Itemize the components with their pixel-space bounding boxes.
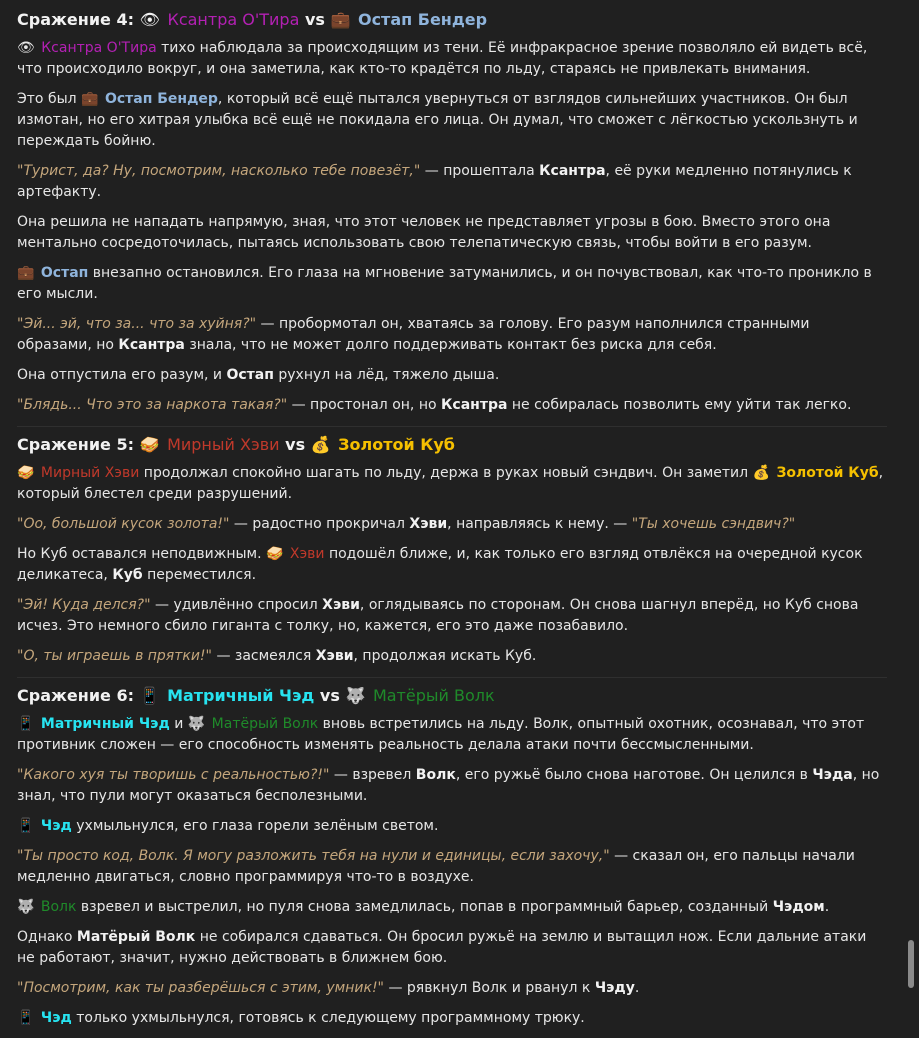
text-run: , который всё ещё пытался увернуться от взглядов сильнейших участников. Он был измотан, но его хитрая улыбка всё ещё не покидала его лица. Он думал, что сможет с лёгкостью ускользнуть и переждать бойню. — [17, 91, 858, 149]
dialogue-quote: "Турист, да? Ну, посмотрим, насколько тебе повезёт," — [17, 163, 421, 179]
wolf-icon: 🐺 — [17, 899, 35, 915]
story-paragraph — [17, 765, 887, 807]
text-run: не собирался сдаваться. Он бросил ружьё на землю и вытащил нож. Если дальние атаки не работают, значит, нужно действовать в ближнем бою. — [17, 929, 867, 966]
text-run: Она отпустила его разум, и — [17, 367, 227, 383]
text-run: Однако — [17, 929, 77, 945]
battle-heading — [17, 9, 887, 31]
story-paragraph — [17, 365, 887, 386]
text-run: только ухмыльнулся, готовясь к следующему программному трюку. — [71, 1010, 585, 1026]
character-name: Чэд — [40, 1010, 72, 1026]
battle-heading — [17, 685, 887, 707]
sandwich-icon: 🥪 — [17, 465, 35, 481]
text-run: vs — [314, 686, 346, 705]
character-name: Ксантра О'Тира — [167, 10, 300, 29]
text-run: не собиралась позволить ему уйти так легко. — [507, 397, 852, 413]
dialogue-quote: "Какого хуя ты творишь с реальностью?!" — [17, 767, 330, 783]
text-run: — пробормотал он, хватаясь за голову. Его разум наполнился странными образами, но — [17, 316, 810, 353]
character-mention: Волк — [415, 767, 456, 783]
text-run: , оглядываясь по сторонам. Он снова шагнул вперёд, но Куб снова исчез. Это немного сбило гиганта с толку, но, кажется, его это даже позабавило. — [17, 597, 859, 634]
character-mention: Ксантра — [539, 163, 606, 179]
story-paragraph — [17, 161, 887, 203]
dialogue-quote: "Ты просто код, Волк. Я могу разложить тебя на нули и единицы, если захочу," — [17, 848, 610, 864]
dialogue-quote: "Эй... эй, что за... что за хуйня?" — [17, 316, 257, 332]
money-bag-icon: 💰 — [310, 435, 331, 454]
character-name: Матричный Чэд — [40, 716, 170, 732]
text-run: переместился. — [142, 567, 257, 583]
character-mention: Матёрый Волк — [76, 929, 196, 945]
story-paragraph — [17, 1008, 887, 1029]
story-paragraph — [17, 544, 887, 586]
character-mention: Чэдом — [772, 899, 825, 915]
story-paragraph — [17, 212, 887, 254]
character-mention: Чэду — [594, 980, 635, 996]
character-name: Остап Бендер — [357, 10, 488, 29]
text-run: вновь встретились на льду. Волк, опытный охотник, осознавал, что этот противник сложен — его способность изменять реальность делала атаки почти бессмысленными. — [17, 716, 865, 753]
dialogue-quote: "Оо, большой кусок золота!" — [17, 516, 230, 532]
briefcase-icon: 💼 — [330, 10, 351, 29]
text-run: подошёл ближе, и, как только его взгляд отвлёкся на очередной кусок деликатеса, — [17, 546, 863, 583]
briefcase-icon: 💼 — [17, 265, 35, 281]
text-run: Сражение 5: — [17, 435, 140, 454]
character-mention: Хэви — [315, 648, 354, 664]
story-paragraph — [17, 927, 887, 969]
text-run: — рявкнул Волк и рванул к — [384, 980, 595, 996]
story-paragraph — [17, 646, 887, 667]
character-name: Золотой Куб — [776, 465, 879, 481]
character-name: Мирный Хэви — [167, 435, 280, 454]
text-run: — удивлённо спросил — [150, 597, 323, 613]
sandwich-icon: 🥪 — [139, 435, 160, 454]
text-run: рухнул на лёд, тяжело дыша. — [273, 367, 500, 383]
story-paragraph — [17, 897, 887, 918]
text-run: продолжал спокойно шагать по льду, держа в руках новый сэндвич. Он заметил — [139, 465, 753, 481]
text-run: , её руки медленно потянулись к артефакту. — [17, 163, 852, 200]
character-name: Золотой Куб — [338, 435, 455, 454]
text-run: внезапно остановился. Его глаза на мгновение затуманились, и он почувствовал, как что-то проникло в его мысли. — [17, 265, 872, 302]
text-run: — радостно прокричал — [229, 516, 410, 532]
eye-icon: 👁 — [139, 10, 160, 29]
text-run: vs — [299, 10, 331, 29]
phone-icon: 📱 — [17, 1010, 35, 1026]
dialogue-quote: "О, ты играешь в прятки!" — [17, 648, 212, 664]
section-divider — [17, 426, 887, 427]
character-name: Матёрый Волк — [372, 686, 495, 705]
section-divider — [17, 677, 887, 678]
character-mention: Остап — [226, 367, 274, 383]
character-name: Остап — [40, 265, 89, 281]
text-run: и — [169, 716, 188, 732]
character-name: Чэд — [40, 818, 72, 834]
character-mention: Куб — [112, 567, 143, 583]
sandwich-icon: 🥪 — [266, 546, 284, 562]
text-run: . — [634, 980, 640, 996]
text-run: знала, что не может долго поддерживать контакт без риска для себя. — [184, 337, 717, 353]
dialogue-quote: "Эй! Куда делся?" — [17, 597, 151, 613]
story-paragraph — [17, 978, 887, 999]
character-name: Матричный Чэд — [167, 686, 315, 705]
character-name: Матёрый Волк — [211, 716, 319, 732]
character-name: Хэви — [289, 546, 325, 562]
story-paragraph — [17, 89, 887, 152]
phone-icon: 📱 — [139, 686, 160, 705]
text-run: . — [824, 899, 830, 915]
character-mention: Ксантра — [118, 337, 185, 353]
battle-section — [17, 434, 887, 667]
story-paragraph — [17, 395, 887, 416]
dialogue-quote: "Посмотрим, как ты разберёшься с этим, умник!" — [17, 980, 385, 996]
wolf-icon: 🐺 — [187, 716, 206, 732]
text-run: Сражение 6: — [17, 686, 140, 705]
battle-section — [17, 9, 887, 416]
wolf-icon: 🐺 — [345, 686, 366, 705]
text-run: Это был — [17, 91, 82, 107]
story-paragraph — [17, 514, 887, 535]
text-run: , его ружьё было снова наготове. Он целился в — [455, 767, 813, 783]
text-run: — прошептала — [420, 163, 540, 179]
story-content — [17, 9, 887, 1038]
battle-heading — [17, 434, 887, 456]
text-run: ухмыльнулся, его глаза горели зелёным светом. — [71, 818, 439, 834]
story-paragraph — [17, 463, 887, 505]
story-paragraph — [17, 846, 887, 888]
text-run: , продолжая искать Куб. — [353, 648, 537, 664]
character-name: Ксантра О'Тира — [41, 40, 157, 56]
text-run: — засмеялся — [212, 648, 316, 664]
character-name: Остап Бендер — [104, 91, 218, 107]
money-bag-icon: 💰 — [752, 465, 770, 481]
story-paragraph — [17, 314, 887, 356]
text-run: Но Куб оставался неподвижным. — [17, 546, 266, 562]
story-paragraph — [17, 714, 887, 756]
dialogue-quote: "Ты хочешь сэндвич?" — [631, 516, 796, 532]
battle-section — [17, 685, 887, 1029]
text-run: — простонал он, но — [287, 397, 441, 413]
story-paragraph — [17, 595, 887, 637]
phone-icon: 📱 — [17, 818, 35, 834]
text-run: vs — [279, 435, 311, 454]
text-run: — сказал он, его пальцы начали медленно двигаться, словно программируя что-то в воздухе. — [17, 848, 855, 885]
text-run: Она решила не нападать напрямую, зная, что этот человек не представляет угрозы в бою. Вместо этого она ментально сосредоточилась, пытаясь использовать свою телепатическую связь, чтобы войти в его разум. — [17, 214, 831, 251]
character-name: Мирный Хэви — [40, 465, 140, 481]
character-mention: Ксантра — [440, 397, 508, 413]
briefcase-icon: 💼 — [81, 91, 99, 107]
eye-icon: 👁 — [17, 40, 35, 56]
character-mention: Хэви — [322, 597, 360, 613]
text-run: , но знал, что пули могут оказаться бесполезными. — [17, 767, 880, 804]
text-run: , направляясь к нему. — — [447, 516, 632, 532]
character-mention: Чэда — [812, 767, 853, 783]
character-mention: Хэви — [409, 516, 448, 532]
dialogue-quote: "Блядь... Что это за наркота такая?" — [17, 397, 288, 413]
story-paragraph — [17, 263, 887, 305]
scrollbar-track[interactable] — [907, 0, 915, 992]
story-paragraph — [17, 816, 887, 837]
story-paragraph — [17, 38, 887, 80]
text-run: взревел и выстрелил, но пуля снова замедлилась, попав в программный барьер, созданный — [76, 899, 773, 915]
scrollbar-thumb[interactable] — [908, 940, 914, 988]
text-run: тихо наблюдала за происходящим из тени. Её инфракрасное зрение позволяло ей видеть всё, что происходило вокруг, и она заметила, как кто-то крадётся по льду, стараясь не привлекать внимания. — [17, 40, 868, 77]
text-run: — взревел — [329, 767, 416, 783]
text-run: Сражение 4: — [17, 10, 140, 29]
text-run: , который блестел среди разрушений. — [17, 465, 884, 502]
phone-icon: 📱 — [17, 716, 35, 732]
character-name: Волк — [40, 899, 77, 915]
